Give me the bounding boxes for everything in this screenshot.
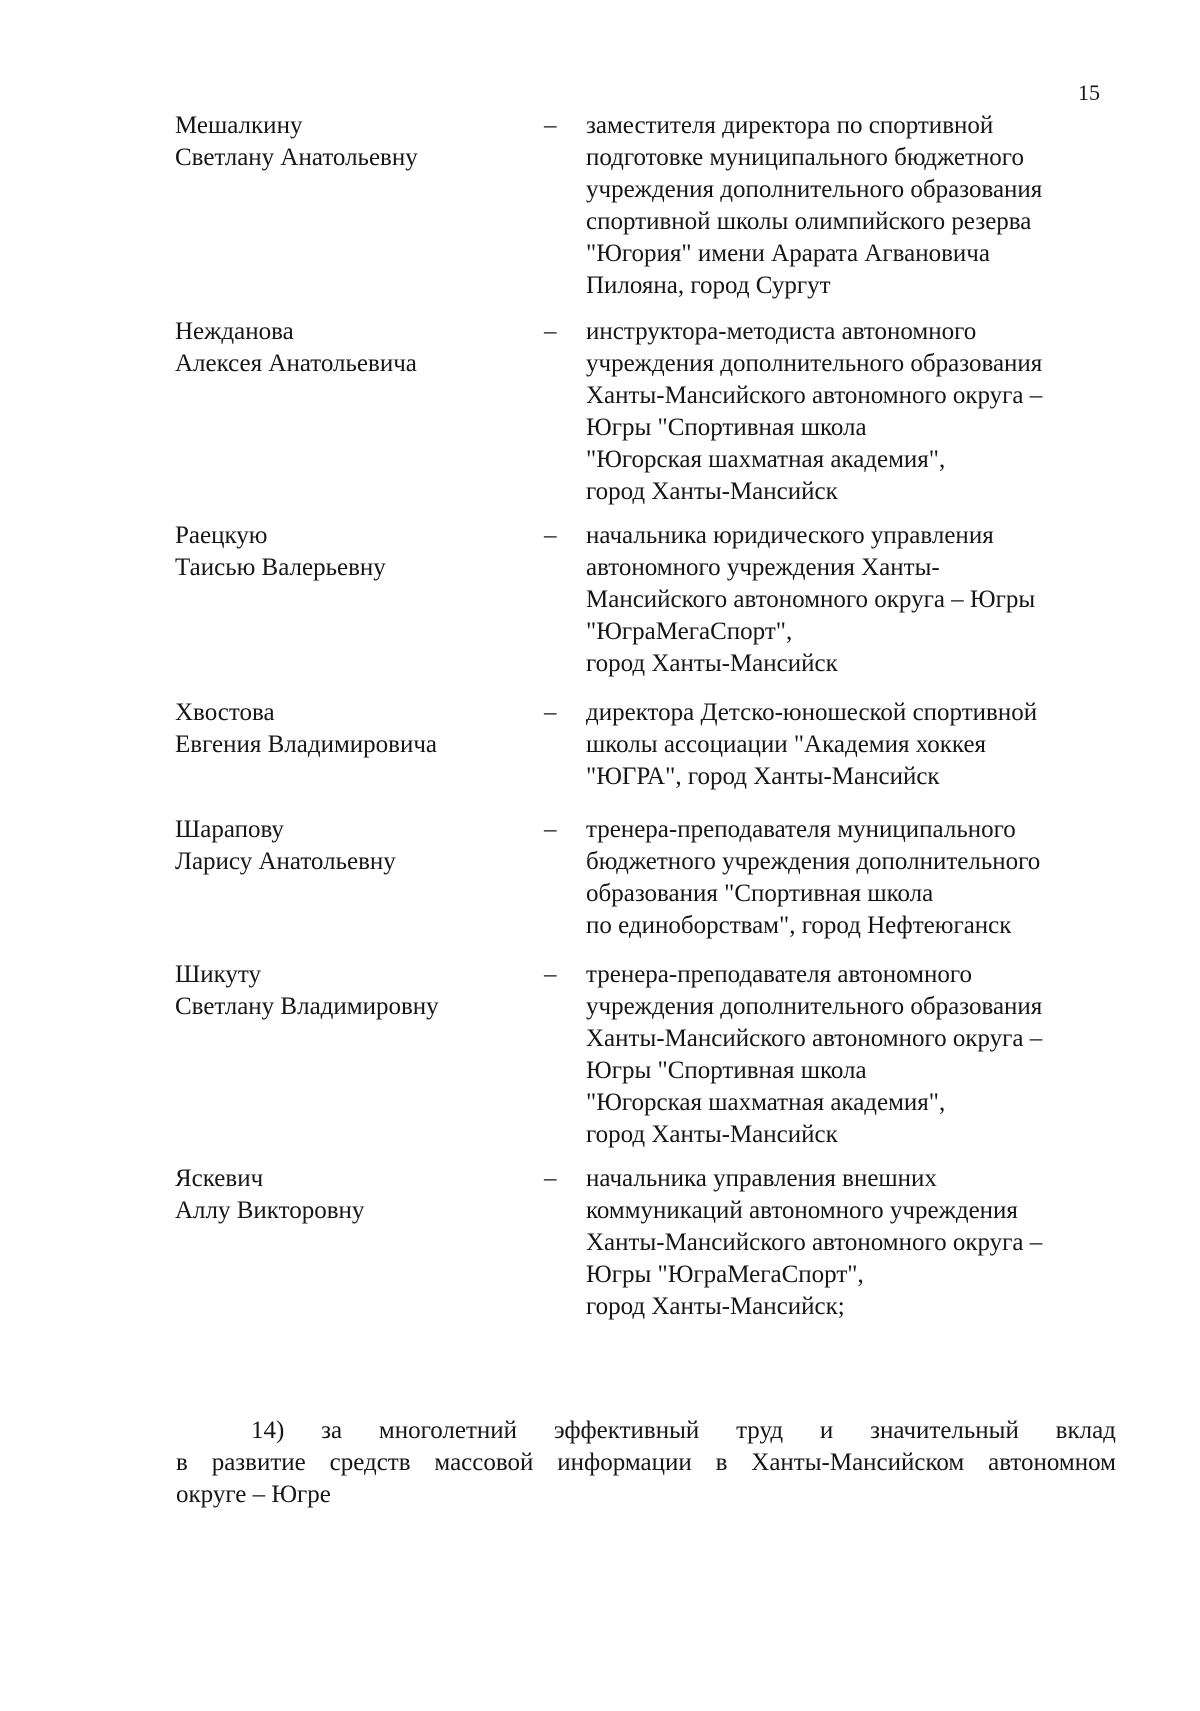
position-description-line: "Югорская шахматная академия", xyxy=(586,446,946,473)
closing-word: развитие xyxy=(211,1449,306,1476)
closing-line-2 xyxy=(176,1447,1116,1479)
position-description-line: подготовке муниципального бюджетного xyxy=(586,144,1024,171)
position-description-line: "ЮГРА", город Ханты-Мансийск xyxy=(586,763,940,790)
closing-word: 14) xyxy=(251,1417,285,1444)
position-description-line: спортивной школы олимпийского резерва xyxy=(586,208,1032,235)
dash-separator: – xyxy=(544,1165,557,1192)
position-description-line: учреждения дополнительного образования xyxy=(586,993,1043,1020)
closing-word: за xyxy=(321,1417,343,1444)
award-entry xyxy=(0,110,1200,316)
position-description-line: Ханты-Мансийского автономного округа – xyxy=(586,1229,1043,1256)
position-description-line: начальника юридического управления xyxy=(586,522,994,549)
position-description-line: учреждения дополнительного образования xyxy=(586,176,1043,203)
award-entry xyxy=(0,520,1200,697)
position-description-line: инструктора-методиста автономного xyxy=(586,318,977,345)
person-name-line: Алексея Анатольевича xyxy=(175,350,417,377)
person-name-line: Раецкую xyxy=(175,522,268,549)
closing-paragraph xyxy=(176,1415,1116,1511)
position-description-line: бюджетного учреждения дополнительного xyxy=(586,848,1041,875)
position-description xyxy=(586,316,1126,508)
person-name-line: Нежданова xyxy=(175,318,294,345)
dash-separator: – xyxy=(544,816,557,843)
award-entry xyxy=(0,814,1200,959)
position-description-line: образования "Спортивная школа xyxy=(586,880,934,907)
closing-line-3: округе – Югре xyxy=(176,1481,331,1508)
position-description-line: город Ханты-Мансийск xyxy=(586,478,838,505)
person-name xyxy=(175,1163,535,1227)
person-name xyxy=(175,520,535,584)
position-description-line: тренера-преподавателя автономного xyxy=(586,961,972,988)
position-description-line: Югры "ЮграМегаСпорт", xyxy=(586,1261,864,1288)
position-description-line: "ЮграМегаСпорт", xyxy=(586,618,793,645)
person-name xyxy=(175,110,535,174)
closing-word: Ханты-Мансийском xyxy=(751,1449,965,1476)
position-description-line: Ханты-Мансийского автономного округа – xyxy=(586,382,1043,409)
closing-word: в xyxy=(176,1449,188,1476)
position-description-line: город Ханты-Мансийск xyxy=(586,1121,838,1148)
dash-separator: – xyxy=(544,112,557,139)
position-description-line: "Югория" имени Арарата Агвановича xyxy=(586,240,990,267)
closing-word: в xyxy=(715,1449,728,1476)
position-description xyxy=(586,110,1126,302)
closing-word: средств xyxy=(329,1449,411,1476)
position-description-line: директора Детско-юношеской спортивной xyxy=(586,699,1038,726)
person-name xyxy=(175,316,535,380)
position-description-line: Мансийского автономного округа – Югры xyxy=(586,586,1036,613)
position-description-line: город Ханты-Мансийск; xyxy=(586,1293,845,1320)
position-description xyxy=(586,697,1126,793)
person-name-line: Шарапову xyxy=(175,816,284,843)
person-name-line: Евгения Владимировича xyxy=(175,731,437,758)
award-entry xyxy=(0,959,1200,1163)
closing-word: эффективный xyxy=(553,1417,700,1444)
position-description-line: по единоборствам", город Нефтеюганск xyxy=(586,912,1012,939)
closing-word: и xyxy=(819,1417,834,1444)
closing-word: вклад xyxy=(1055,1417,1116,1444)
position-description-line: Югры "Спортивная школа xyxy=(586,414,867,441)
closing-word: информации xyxy=(557,1449,692,1476)
closing-line-1 xyxy=(176,1415,1116,1447)
position-description-line: Пилояна, город Сургут xyxy=(586,272,831,299)
person-name-line: Шикуту xyxy=(175,961,261,988)
person-name-line: Светлану Владимировну xyxy=(175,993,439,1020)
person-name xyxy=(175,814,535,878)
dash-separator: – xyxy=(544,522,557,549)
person-name-line: Яскевич xyxy=(175,1165,264,1192)
position-description-line: школы ассоциации "Академия хоккея xyxy=(586,731,987,758)
closing-word: автономном xyxy=(988,1449,1116,1476)
person-name-line: Аллу Викторовну xyxy=(175,1197,365,1224)
dash-separator: – xyxy=(544,318,557,345)
position-description xyxy=(586,814,1126,942)
person-name-line: Хвостова xyxy=(175,699,275,726)
person-name-line: Светлану Анатольевну xyxy=(175,144,418,171)
position-description-line: автономного учреждения Ханты- xyxy=(586,554,940,581)
dash-separator: – xyxy=(544,699,557,726)
award-entry xyxy=(0,1163,1200,1363)
person-name-line: Мешалкину xyxy=(175,112,303,139)
position-description-line: Югры "Спортивная школа xyxy=(586,1057,867,1084)
position-description xyxy=(586,959,1126,1151)
award-entry xyxy=(0,697,1200,814)
person-name-line: Таисью Валерьевну xyxy=(175,554,386,581)
position-description-line: город Ханты-Мансийск xyxy=(586,650,838,677)
page-number: 15 xyxy=(1078,80,1100,105)
closing-word: многолетний xyxy=(378,1417,518,1444)
award-entry xyxy=(0,316,1200,520)
closing-word: труд xyxy=(736,1417,784,1444)
closing-word: массовой xyxy=(434,1449,534,1476)
position-description-line: коммуникаций автономного учреждения xyxy=(586,1197,1018,1224)
position-description xyxy=(586,520,1126,680)
position-description xyxy=(586,1163,1126,1323)
position-description-line: заместителя директора по спортивной xyxy=(586,112,994,139)
person-name xyxy=(175,959,535,1023)
person-name-line: Ларису Анатольевну xyxy=(175,848,396,875)
person-name xyxy=(175,697,535,761)
position-description-line: начальника управления внешних xyxy=(586,1165,937,1192)
position-description-line: учреждения дополнительного образования xyxy=(586,350,1043,377)
position-description-line: "Югорская шахматная академия", xyxy=(586,1089,946,1116)
dash-separator: – xyxy=(544,961,557,988)
closing-word: значительный xyxy=(870,1417,1019,1444)
position-description-line: тренера-преподавателя муниципального xyxy=(586,816,1016,843)
position-description-line: Ханты-Мансийского автономного округа – xyxy=(586,1025,1043,1052)
